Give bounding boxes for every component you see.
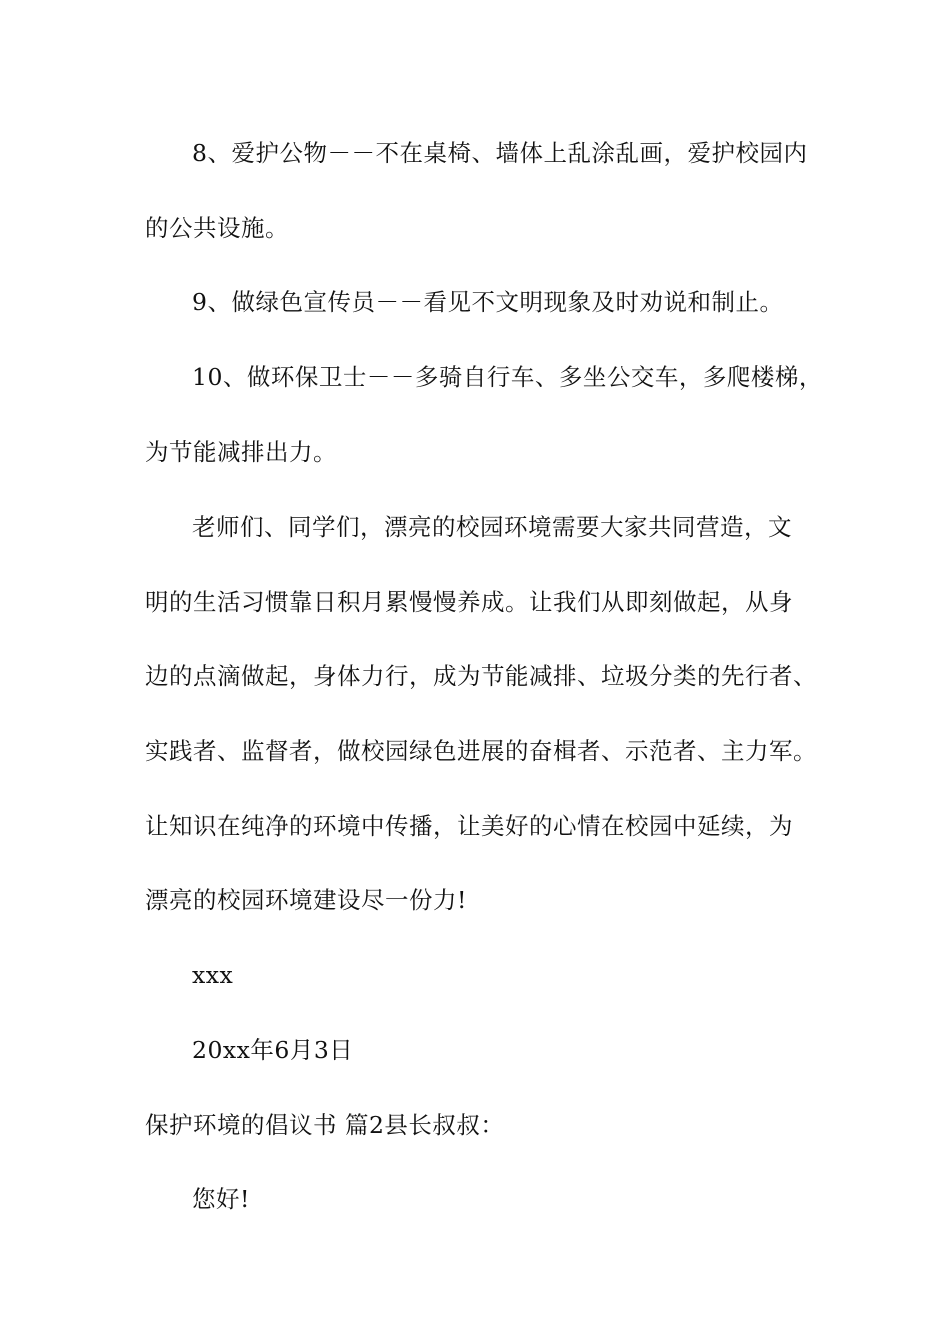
paragraph-line: 8、爱护公物－－不在桌椅、墙体上乱涂乱画，爱护校园内 (192, 139, 808, 167)
paragraph-line: 的公共设施。 (145, 214, 289, 242)
greeting-line: 您好! (192, 1185, 250, 1213)
paragraph-line: 实践者、监督者，做校园绿色进展的奋楫者、示范者、主力军。 (145, 737, 817, 765)
paragraph-line: 漂亮的校园环境建设尽一份力! (145, 886, 467, 914)
signature-name: xxx (192, 961, 234, 989)
signature-date: 20xx年6月3日 (192, 1036, 354, 1064)
paragraph-line: 明的生活习惯靠日积月累慢慢养成。让我们从即刻做起，从身 (145, 588, 793, 616)
paragraph-line: 为节能减排出力。 (145, 438, 337, 466)
paragraph-line: 10、做环保卫士－－多骑自行车、多坐公交车，多爬楼梯， (192, 363, 823, 391)
paragraph-line: 边的点滴做起，身体力行，成为节能减排、垃圾分类的先行者、 (145, 662, 817, 690)
section-heading: 保护环境的倡议书 篇2县长叔叔： (145, 1111, 505, 1139)
paragraph-line: 老师们、同学们，漂亮的校园环境需要大家共同营造，文 (192, 513, 792, 541)
paragraph-line: 让知识在纯净的环境中传播，让美好的心情在校园中延续，为 (145, 812, 793, 840)
paragraph-line: 9、做绿色宣传员－－看见不文明现象及时劝说和制止。 (192, 288, 784, 316)
